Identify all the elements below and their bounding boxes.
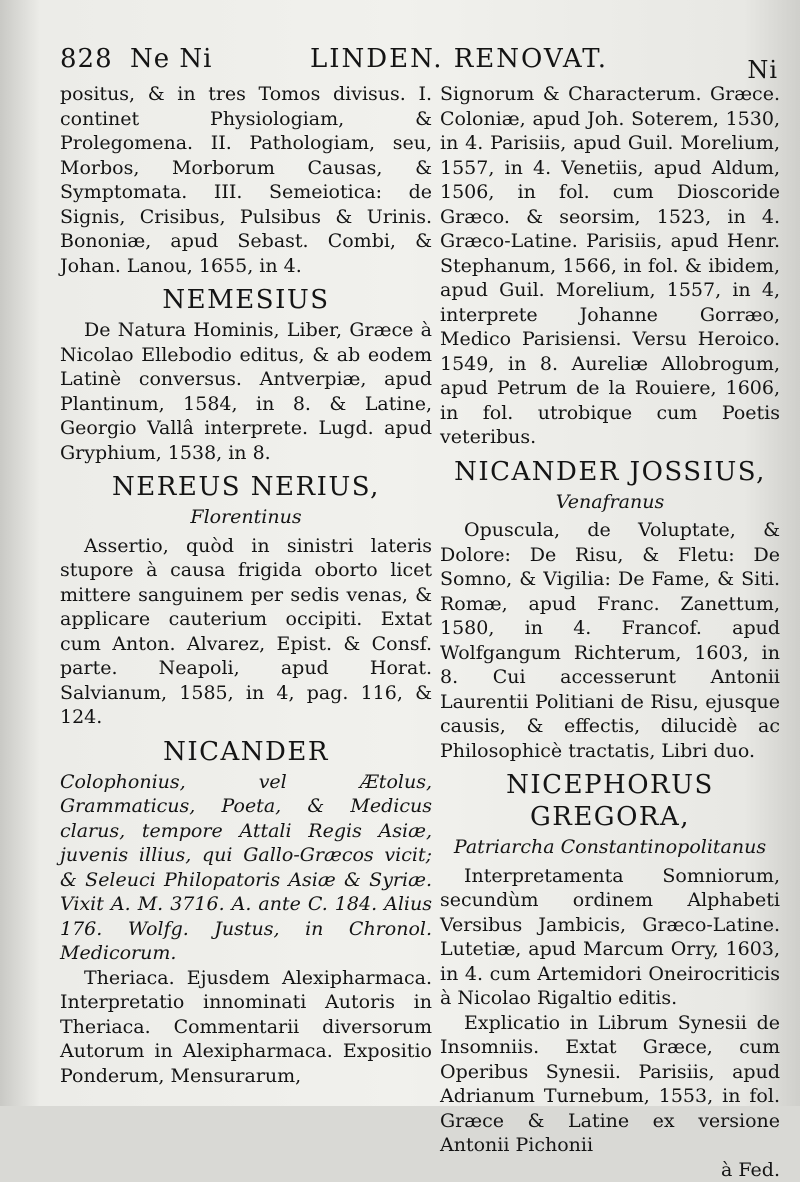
heading-nemesius: NEMESIUS — [60, 284, 432, 316]
subtitle-nereus-nerius: Florentinus — [60, 505, 432, 530]
entry-explicatio: Explicatio in Librum Synesii de Insomniis. Extat Græce, cum Operibus Synesii. Parisiis, apud Adrianum Turnebum, 1553, in fol. Græce & Latine ex versione Antonii Pichonii — [440, 1011, 780, 1158]
page-title: LINDEN. RENOVAT. — [310, 44, 608, 74]
heading-nereus-nerius: NEREUS NERIUS, — [60, 471, 432, 503]
entry-nicander-continued: Signorum & Characterum. Græce. Coloniæ, apud Joh. Soterem, 1530, in 4. Parisiis, apud Guil. Morelium, 1557, in 4. Venetiis, apud Aldum, 1506, in fol. cum Dioscoride Græco. & seorsim, 1523, in 4. Græco-Latine. Parisiis, apud Henr. Stephanum, 1566, in fol. & ibidem, apud Guil. Morelium, 1557, in 4, interprete Johanne Gorræo, Medico Parisiensi. Versu Heroico. 1549, in 8. Aureliæ Allobrogum, apud Petrum de la Rouiere, 1606, in fol. utrobique cum Poetis veteribus. — [440, 82, 780, 450]
running-header — [60, 38, 778, 78]
entry-nemesius: De Natura Hominis, Liber, Græce à Nicolao Ellebodio editus, & ab eodem Latinè conversus. Antverpiæ, apud Plantinum, 1584, in 8. & Latine, Georgio Vallâ interprete. Lugd. apud Gryphium, 1538, in 8. — [60, 318, 432, 465]
heading-nicander-jossius: NICANDER JOSSIUS, — [440, 456, 780, 488]
bio-nicander: Colophonius, vel Ætolus, Grammaticus, Poeta, & Medicus clarus, tempore Attali Regis Asiæ, juvenis illius, qui Gallo-Græcos vicit; & Seleuci Philopatoris Asiæ & Syriæ. Vixit A. M. 3716. A. ante C. 184. Alius 176. Wolfg. Justus, in Chronol. Medicorum. — [60, 770, 432, 966]
left-column — [60, 82, 432, 1086]
header-letters: Ne Ni — [130, 44, 212, 74]
heading-nicephorus-gregora: NICEPHORUS GREGORA, — [440, 769, 780, 833]
page-number: 828 — [60, 44, 113, 74]
entry-continuation: positus, & in tres Tomos divisus. I. continet Physiologiam, & Prolegomena. II. Pathologiam, seu, Morbos, Morborum Causas, & Symptomata. III. Semeiotica: de Signis, Crisibus, Pulsibus & Urinis. Bononiæ, apud Sebast. Combi, & Johan. Lanou, 1655, in 4. — [60, 82, 432, 278]
subtitle-nicephorus-gregora: Patriarcha Constantinopolitanus — [440, 835, 780, 860]
column-letter: Ni — [747, 56, 778, 84]
entry-interpretamenta: Interpretamenta Somniorum, secundùm ordinem Alphabeti Versibus Jambicis, Græco-Latine. Lutetiæ, apud Marcum Orry, 1603, in 4. cum Artemidori Oneirocriticis à Nicolao Rigaltio editis. — [440, 864, 780, 1011]
entry-nereus-nerius: Assertio, quòd in sinistri lateris stupore à causa frigida oborto licet mittere sanguinem per sedis venas, & applicare cauterium occipiti. Extat cum Anton. Alvarez, Epist. & Consf. parte. Neapoli, apud Horat. Salvianum, 1585, in 4, pag. 116, & 124. — [60, 534, 432, 730]
entry-nicander-jossius: Opuscula, de Voluptate, & Dolore: De Risu, & Fletu: De Somno, & Vigilia: De Fame, & Siti. Romæ, apud Franc. Zanettum, 1580, in 4. Francof. apud Wolfgangum Richterum, 1603, in 8. Cui accesserunt Antonii Laurentii Politiani de Risu, ejusque causis, & effectis, dilucidè ac Philosophicè tractatis, Libri duo. — [440, 518, 780, 763]
heading-nicander: NICANDER — [60, 736, 432, 768]
subtitle-nicander-jossius: Venafranus — [440, 490, 780, 515]
entry-nicander: Theriaca. Ejusdem Alexipharmaca. Interpretatio innominati Autoris in Theriaca. Commentarii diversorum Autorum in Alexipharmaca. Expositio Ponderum, Mensurarum, — [60, 966, 432, 1089]
entry-explicatio-end: à Fed. — [440, 1158, 780, 1182]
right-column — [440, 82, 780, 1086]
